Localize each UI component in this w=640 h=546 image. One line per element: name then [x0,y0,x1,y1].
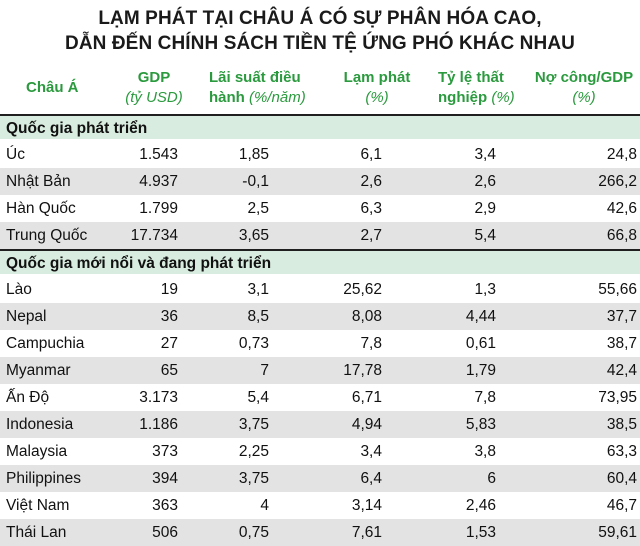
gdp-cell: 1.186 [139,416,178,433]
debt-cell: 38,7 [606,335,637,352]
gdp-cell: 373 [152,443,178,460]
table-header [0,62,640,114]
country-cell: Nhật Bản [6,173,71,190]
gdp-cell: 506 [152,524,178,541]
table-row [0,384,640,411]
header-unemployment: Tỷ lệ thất nghiệp (%) [438,69,515,106]
country-cell: Nepal [6,308,47,325]
inflation-cell: 2,7 [360,227,382,244]
header-region: Châu Á [26,79,79,96]
country-cell: Thái Lan [6,524,67,541]
table-row [0,141,640,168]
gdp-cell: 65 [160,362,178,379]
inflation-cell: 7,61 [351,524,382,541]
unemployment-cell: 3,8 [474,443,496,460]
table-row [0,276,640,303]
gdp-cell: 3.173 [139,389,178,406]
unemployment-cell: 5,83 [465,416,496,433]
inflation-cell: 8,08 [351,308,382,325]
rate-cell: 0,75 [238,524,269,541]
gdp-cell: 1.799 [139,200,178,217]
inflation-cell: 3,14 [351,497,382,514]
unemployment-cell: 7,8 [474,389,496,406]
table-row [0,519,640,546]
debt-cell: 55,66 [598,281,637,298]
debt-cell: 60,4 [606,470,637,487]
unemployment-cell: 6 [487,470,496,487]
debt-cell: 73,95 [598,389,637,406]
rate-cell: 1,85 [238,146,269,163]
unemployment-cell: 1,53 [465,524,496,541]
table-row [0,438,640,465]
rate-cell: 3,1 [247,281,269,298]
inflation-cell: 3,4 [360,443,382,460]
inflation-cell: 6,1 [360,146,382,163]
country-cell: Malaysia [6,443,68,460]
debt-cell: 66,8 [606,227,637,244]
debt-cell: 59,61 [598,524,637,541]
debt-cell: 266,2 [598,173,637,190]
inflation-cell: 2,6 [360,173,382,190]
title-line-1: LẠM PHÁT TẠI CHÂU Á CÓ SỰ PHÂN HÓA CAO, [98,8,542,29]
table-row [0,222,640,249]
gdp-cell: 17.734 [130,227,178,244]
country-cell: Việt Nam [6,497,70,514]
inflation-cell: 17,78 [343,362,382,379]
country-cell: Indonesia [6,416,74,433]
gdp-cell: 363 [152,497,178,514]
header-gdp: GDP (tỷ USD) [125,69,183,106]
rate-cell: 2,25 [238,443,269,460]
rate-cell: 3,75 [238,470,269,487]
unemployment-cell: 1,79 [465,362,496,379]
table-row [0,411,640,438]
rate-cell: 2,5 [247,200,269,217]
rate-cell: 3,65 [238,227,269,244]
section-header: Quốc gia mới nổi và đang phát triển [0,249,640,274]
header-inflation: Lạm phát (%) [343,69,411,106]
table-row [0,465,640,492]
inflation-cell: 6,4 [360,470,382,487]
gdp-cell: 1.543 [139,146,178,163]
country-cell: Philippines [6,470,81,487]
gdp-cell: 36 [160,308,178,325]
table-row [0,492,640,519]
table-row [0,195,640,222]
unemployment-cell: 2,9 [474,200,496,217]
rate-cell: -0,1 [242,173,269,190]
section-header: Quốc gia phát triển [0,114,640,139]
unemployment-cell: 2,6 [474,173,496,190]
country-cell: Hàn Quốc [6,200,76,217]
rate-cell: 0,73 [238,335,269,352]
country-cell: Ấn Độ [6,389,50,406]
unemployment-cell: 0,61 [465,335,496,352]
inflation-cell: 25,62 [343,281,382,298]
inflation-cell: 6,71 [351,389,382,406]
unemployment-cell: 5,4 [474,227,496,244]
unemployment-cell: 2,46 [465,497,496,514]
debt-cell: 38,5 [606,416,637,433]
rate-cell: 3,75 [238,416,269,433]
table-row [0,168,640,195]
table-row [0,357,640,384]
unemployment-cell: 1,3 [474,281,496,298]
inflation-cell: 6,3 [360,200,382,217]
debt-cell: 63,3 [606,443,637,460]
rate-cell: 5,4 [247,389,269,406]
inflation-cell: 4,94 [351,416,382,433]
debt-cell: 37,7 [606,308,637,325]
gdp-cell: 27 [160,335,178,352]
debt-cell: 42,6 [606,200,637,217]
country-cell: Úc [6,146,25,163]
rate-cell: 8,5 [247,308,269,325]
table-row [0,330,640,357]
table-row [0,303,640,330]
debt-cell: 46,7 [606,497,637,514]
debt-cell: 24,8 [606,146,637,163]
country-cell: Trung Quốc [6,227,88,244]
title-line-2: DẪN ĐẾN CHÍNH SÁCH TIỀN TỆ ỨNG PHÓ KHÁC NHAU [65,33,575,54]
debt-cell: 42,4 [606,362,637,379]
header-rate: Lãi suất điều hành (%/năm) [209,69,306,106]
header-debt: Nợ công/GDP (%) [534,69,634,106]
gdp-cell: 394 [152,470,178,487]
rate-cell: 4 [260,497,269,514]
country-cell: Campuchia [6,335,85,352]
unemployment-cell: 3,4 [474,146,496,163]
country-cell: Myanmar [6,362,71,379]
gdp-cell: 19 [160,281,178,298]
country-cell: Lào [6,281,32,298]
rate-cell: 7 [260,362,269,379]
gdp-cell: 4.937 [139,173,178,190]
unemployment-cell: 4,44 [465,308,496,325]
table-title [0,6,640,56]
inflation-cell: 7,8 [360,335,382,352]
